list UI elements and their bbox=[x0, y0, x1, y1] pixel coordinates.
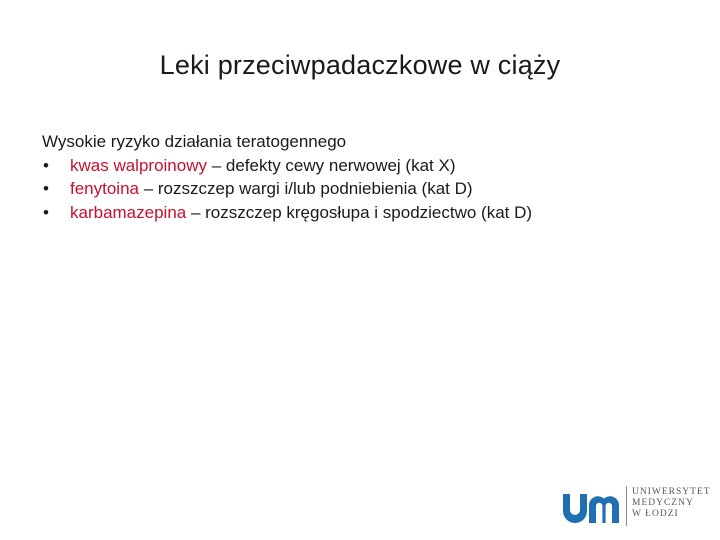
university-logo bbox=[562, 486, 720, 528]
bullet-icon: • bbox=[43, 155, 49, 175]
drug-name: kwas walproinowy bbox=[70, 155, 207, 175]
logo-line: MEDYCZNY bbox=[632, 498, 694, 508]
list-item bbox=[42, 201, 682, 225]
logo-line: W ŁODZI bbox=[632, 509, 679, 519]
logo-wordmark bbox=[632, 487, 711, 520]
drug-effect: – rozszczep wargi i/lub podniebienia (kat D) bbox=[139, 179, 473, 198]
um-logo-icon bbox=[562, 488, 620, 524]
drug-effect: – defekty cewy nerwowej (kat X) bbox=[207, 155, 456, 175]
drug-name: fenytoina bbox=[70, 179, 139, 198]
drug-effect: – rozszczep kręgosłupa i spodziectwo (kat D) bbox=[186, 202, 533, 222]
list-item bbox=[42, 154, 682, 178]
slide-content bbox=[42, 130, 682, 224]
slide-title: Leki przeciwpadaczkowe w ciąży bbox=[159, 50, 561, 80]
logo-line: UNIWERSYTET bbox=[632, 487, 711, 497]
logo-divider bbox=[626, 486, 627, 526]
bullet-icon: • bbox=[43, 202, 49, 222]
intro-text: Wysokie ryzyko działania teratogennego bbox=[42, 132, 347, 151]
drug-name: karbamazepina bbox=[70, 202, 187, 222]
bullet-icon: • bbox=[43, 179, 49, 198]
list-item bbox=[42, 177, 682, 201]
drug-list bbox=[42, 154, 682, 225]
